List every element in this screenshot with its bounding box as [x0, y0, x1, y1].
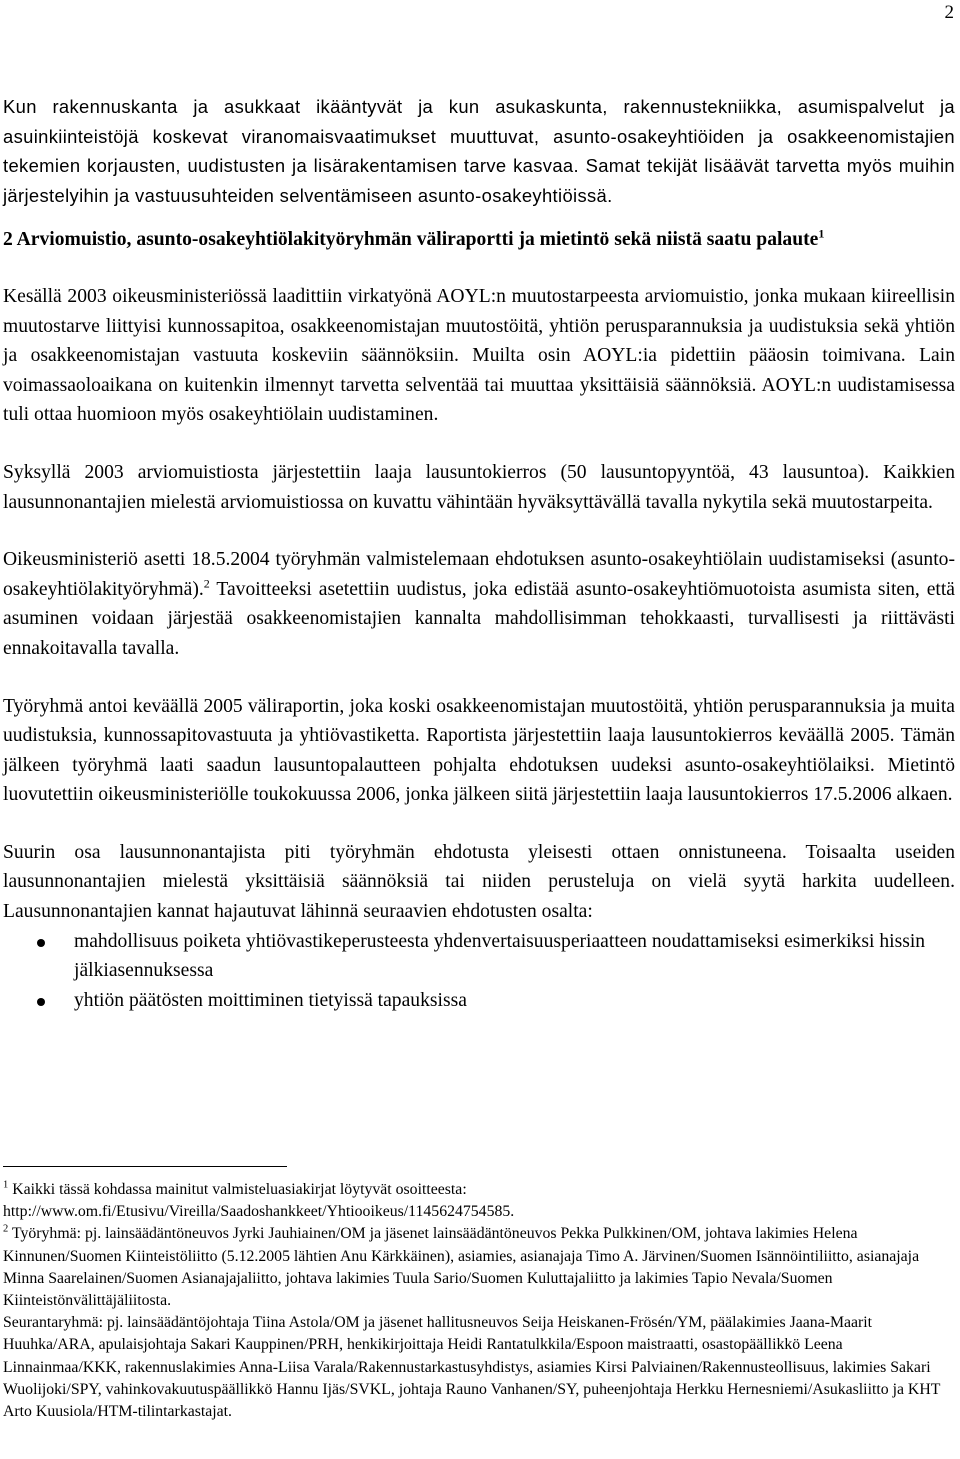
intro-paragraph: Kun rakennuskanta ja asukkaat ikääntyvät ja kun asukaskunta, rakennustekniikka, asumispalvelut ja asuinkiinteistöjä koskevat viranomaisvaatimukset muuttuvat, asunto-osakeyhtiöiden ja osakkeenomistajien tekemien korjausten, uudistusten ja lisärakentamisen tarve kasvaa. Samat tekijät lisäävät tarvetta myös muihin järjestelyihin ja vastuusuhteiden selventämiseen asunto-osakeyhtiöissä. [3, 96, 955, 206]
bullet-icon [37, 939, 45, 947]
paragraph-tyoryhma-start: Oikeusministeriö asetti 18.5.2004 työryhmän valmistelemaan ehdotuksen asunto-osakeyhtiölain uudistamiseksi (asunto-osakeyhtiölakityöryhmä). [3, 549, 955, 600]
footnote-ref-2: 2 [203, 576, 210, 591]
list-item-text: yhtiön päätösten moittiminen tietyissä tapauksissa [74, 989, 467, 1011]
footnote-1-marker: 1 [3, 1179, 9, 1191]
footnote-1-text: Kaikki tässä kohdassa mainitut valmisteluasiakirjat löytyvät osoitteesta: [8, 1181, 467, 1198]
paragraph-palaute: Suurin osa lausunnonantajista piti työryhmän ehdotusta yleisesti ottaen onnistuneena. Toisaalta useiden lausunnonantajien mielestä yksittäisiä säännöksiä tai niiden perusteluja on vielä syytä harkita uudelleen. Lausunnonantajien kannat hajautuvat lähinnä seuraavien ehdotusten osalta: [3, 841, 955, 923]
footnote-1-link: http://www.om.fi/Etusivu/Vireilla/Saadoshankkeet/Yhtiooikeus/1145624754585. [3, 1203, 515, 1221]
list-item [3, 927, 955, 986]
paragraph-lausuntokierros: Syksyllä 2003 arviomuistiosta järjestettiin laaja lausuntokierros (50 lausuntopyyntöä, 43 lausuntoa). Kaikkien lausunnonantajien mielestä arviomuistiossa on kuvattu vähintään hyväksyttävällä tavalla nykytila sekä muutostarpeita. [3, 461, 955, 513]
footnote-separator [3, 1166, 287, 1167]
section-heading [3, 225, 955, 255]
paragraph-tyoryhma-end: Tavoitteeksi asetettiin uudistus, joka edistää asunto-osakeyhtiömuotoista asumista siten, että asuminen voidaan järjestää osakkeenomistajien kannalta mahdollisimman tehokkaasti, turvallisesti ja riittävästi ennakoitavalla tavalla. [3, 578, 955, 659]
list-item-text: mahdollisuus poiketa yhtiövastikeperusteesta yhdenvertaisuusperiaatteen noudattamiseksi esimerkiksi hissin jälkiasennuksessa [74, 930, 926, 982]
footnote-1 [3, 1179, 955, 1201]
page-number: 2 [944, 2, 954, 23]
document-body [3, 92, 955, 1015]
footnote-2 [3, 1223, 955, 1312]
list-item [3, 986, 955, 1016]
paragraph-tyoryhma [3, 545, 955, 663]
footnotes [3, 1179, 955, 1423]
bullet-icon [37, 998, 45, 1006]
footnote-2-marker: 2 [3, 1224, 9, 1236]
section-heading-text: 2 Arviomuistio, asunto-osakeyhtiölakityöryhmän väliraportti ja mietintö sekä niistä saatu palaute [3, 229, 819, 251]
paragraph-valiraportti: Työryhmä antoi keväällä 2005 väliraportin, joka koski osakkeenomistajan muutostöitä, yhtiön perusparannuksia ja muita uudistuksia, kunnossapitovastuuta ja yhtiövastiketta. Raportista järjestettiin laaja lausuntokierros keväällä 2005. Tämän jälkeen työryhmä laati saadun lausuntopalautteen pohjalta ehdotuksen uudeksi asunto-osakeyhtiölaiksi. Mietintö luovutettiin oikeusministeriölle toukokuussa 2006, jonka jälkeen siitä järjestettiin laaja lausuntokierros 17.5.2006 alkaen. [3, 695, 955, 806]
footnote-2-text: Työryhmä: pj. lainsäädäntöneuvos Jyrki Jauhiainen/OM ja jäsenet lainsäädäntöneuvos Pekka Pulkkinen/OM, johtava lakimies Helena Kinnunen/Suomen Kiinteistöliitto (5.12.2005 lähtien Anu Kärkkäinen), asiamies, asianajaja Timo A. Järvinen/Suomen Isännöintiliitto, asianajaja Minna Saarelainen/Suomen Asianajajaliitto, johtava lakimies Tuula Sario/Suomen Kuluttajaliitto ja lakimies Tapio Nevala/Suomen Kiinteistönvälittäjäliitosta. [3, 1225, 920, 1310]
footnote-ref-1: 1 [818, 226, 825, 241]
bullet-list [3, 927, 955, 1016]
paragraph-arviomuistio: Kesällä 2003 oikeusministeriössä laadittiin virkatyönä AOYL:n muutostarpeesta arviomuistio, jonka mukaan kiireellisin muutostarve liittyisi kunnossapitoa, osakkeenomistajan muutostöitä, yhtiön perusparannuksia ja uudistuksia sekä yhtiön ja osakkeenomistajan vastuuta koskeviin säännöksiin. Muilta osin AOYL:ia pidettiin pääosin toimivana. Lain voimassaoloaikana on kuitenkin ilmennyt tarvetta selventää tai muuttaa yksittäisiä säännöksiä. AOYL:n uudistamisessa tuli ottaa huomioon myös osakeyhtiölain uudistaminen. [3, 285, 955, 426]
footnote-seurantaryhma: Seurantaryhmä: pj. lainsäädäntöjohtaja Tiina Astola/OM ja jäsenet hallitusneuvos Seija Heiskanen-Frösén/YM, päälakimies Jaana-Maarit Huuhka/ARA, apulaisjohtaja Sakari Kauppinen/PRH, henkikirjoittaja Heidi Rantatulkkila/Espoon maistraatti, osastopäällikkö Leena Linnainmaa/KKK, rakennuslakimies Anna-Liisa Varala/Rakennustarkastusyhdistys, asiamies Kirsi Palviainen/Rakennusteollisuus, lakimies Sakari Wuolijoki/SPY, vahinkovakuutuspäällikkö Hannu Ijäs/SVKL, johtaja Rauno Vanhanen/SY, puheenjohtaja Herkku Hernesniemi/Asukasliitto ja KHT Arto Kuusiola/HTM-tilintarkastajat. [3, 1314, 941, 1421]
